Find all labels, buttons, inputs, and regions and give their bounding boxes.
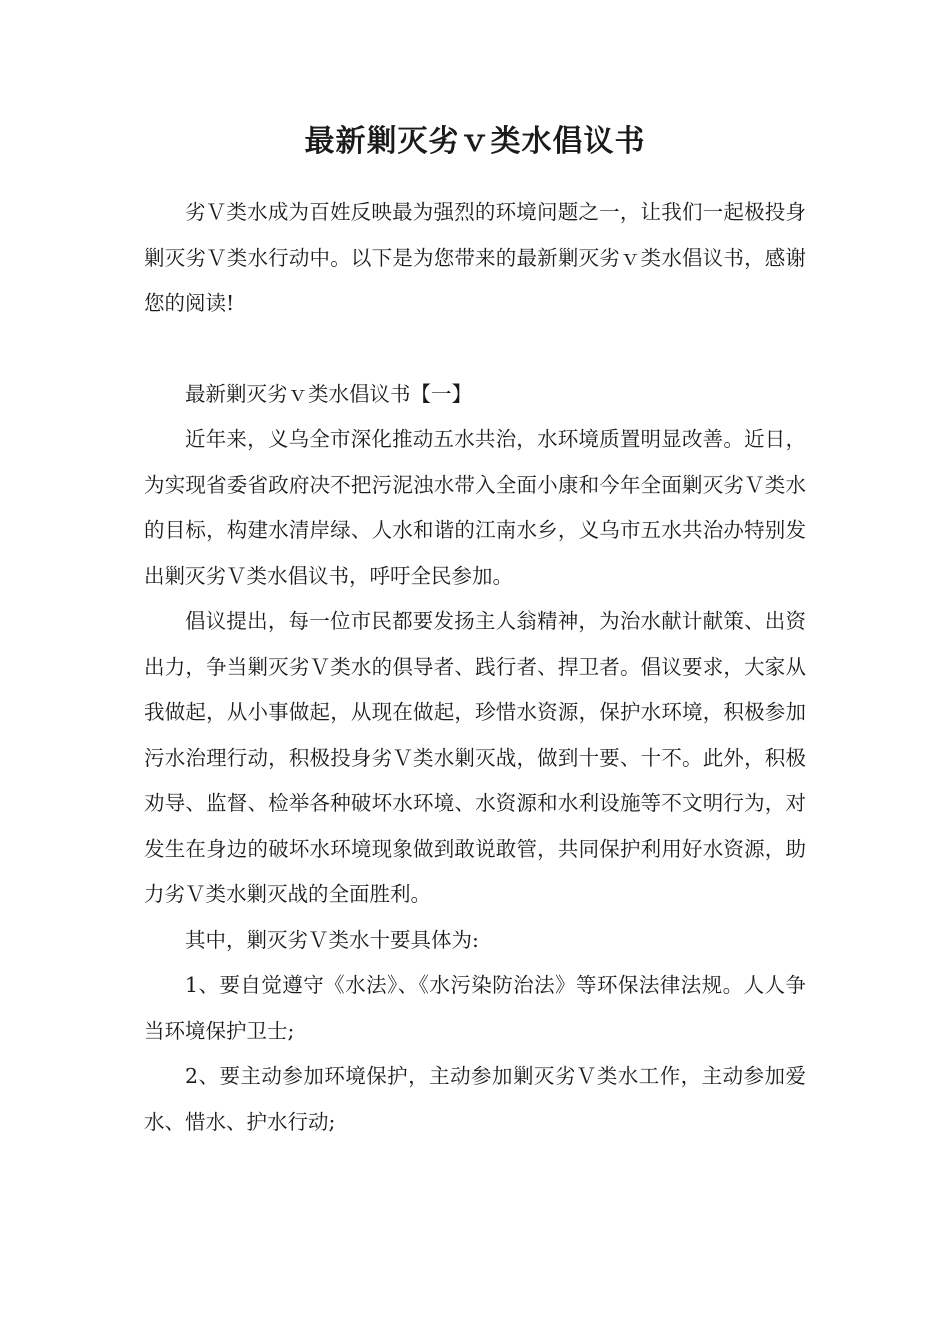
- list-item: 1、要自觉遵守《水法》、《水污染防治法》等环保法律法规。人人争当环境保护卫士;: [144, 973, 806, 1043]
- section-heading: 最新剿灭劣ｖ类水倡议书【一】: [185, 381, 472, 406]
- document-body: [144, 190, 806, 1145]
- document-title: 最新剿灭劣ｖ类水倡议书: [304, 124, 646, 159]
- body-paragraph: 倡议提出，每一位市民都要发扬主人翁精神，为治水献计献策、出资出力，争当剿灭劣Ｖ类水的倶导者、践行者、捍卫者。倡议要求，大家从我做起，从小事做起，从现在做起，珍惜水资源，保护水环境，积极参加污水治理行动，积极投身劣Ｖ类水剿灭战，做到十要、十不。此外，积极劝导、监督、检举各种破坏水环境、水资源和水利设施等不文明行为，对发生在身边的破坏水环境现象做到敢说敢管，共同保护利用好水资源，助力劣Ｖ类水剿灭战的全面胜利。: [144, 609, 806, 906]
- body-paragraph: 近年来，义乌全市深化推动五水共治，水环境质置明显改善。近日，为实现省委省政府决不把污泥浊水带入全面小康和今年全面剿灭劣Ｖ类水的目标，构建水清岸绿、人水和谐的江南水乡，义乌市五水共治办特别发出剿灭劣Ｖ类水倡议书，呼吁全民参加。: [144, 427, 806, 588]
- list-item: 2、要主动参加环境保护，主动参加剿灭劣Ｖ类水工作，主动参加爱水、惜水、护水行动;: [144, 1064, 806, 1134]
- intro-paragraph: 劣Ｖ类水成为百姓反映最为强烈的环境问题之一，让我们一起极投身剿灭劣Ｖ类水行动中。以下是为您带来的最新剿灭劣ｖ类水倡议书，感谢您的阅读!: [144, 200, 806, 315]
- body-paragraph: 其中，剿灭劣Ｖ类水十要具体为:: [185, 927, 479, 952]
